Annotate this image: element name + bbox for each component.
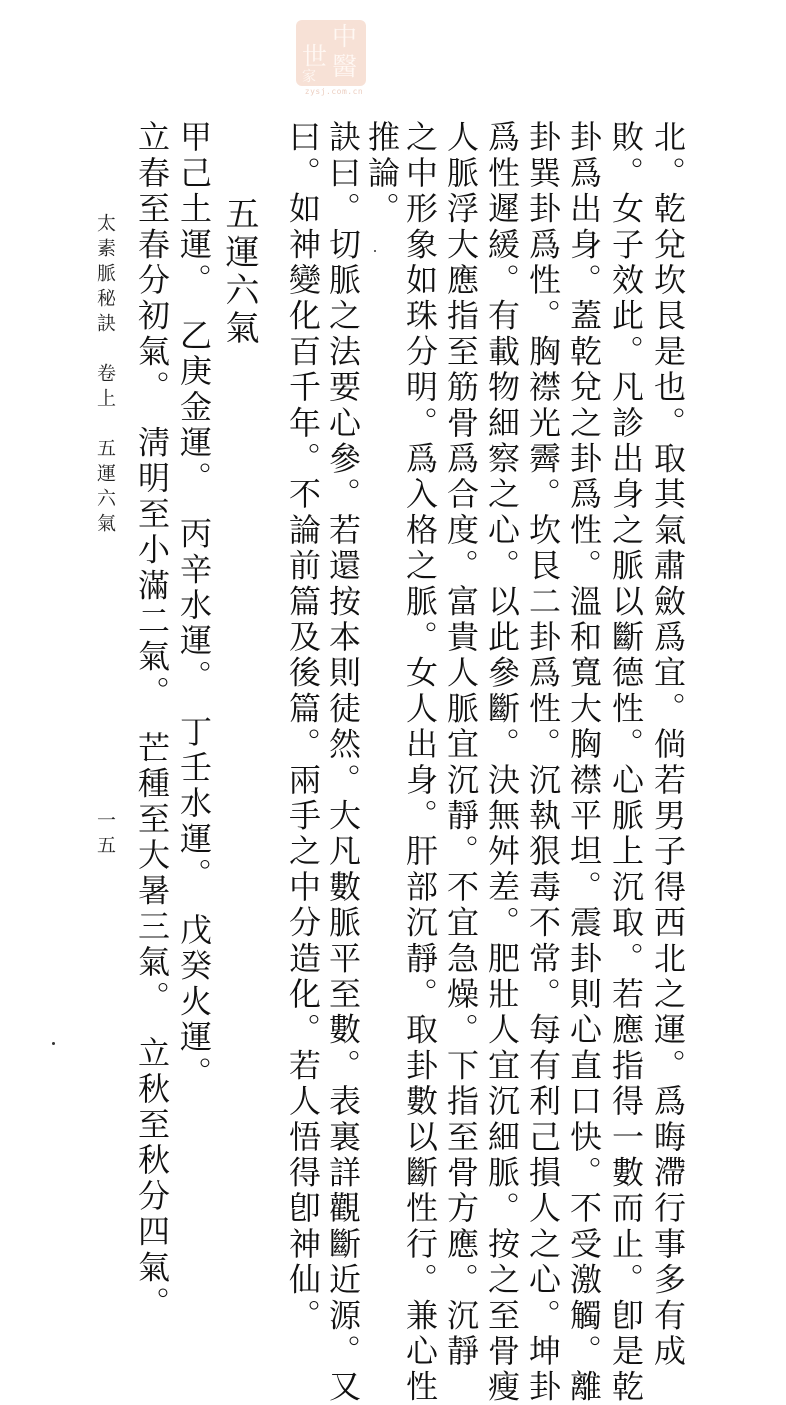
text-column: 敗。女子效此。凡診出身之脈以斷德性。心脈上沉取。若應指得一數而止。卽是乾 [607,120,645,1405]
page-number: 一五 [94,810,116,860]
text-column: 之中形象如珠分明。爲入格之脈。女人出身。肝部沉靜。取卦數以斷性行。兼心性 [401,120,439,1405]
text-column: 推論。 [363,120,401,228]
text-column: 卦巽卦爲性。胸襟光霽。坎艮二卦爲性。沉執狠毒不常。每有利己損人之心。坤卦 [524,120,562,1405]
watermark-seal [296,20,366,86]
text-column: 人脈浮大應指至筋骨爲合度。富貴人脈宜沉靜。不宜急燥。下指至骨方應。沉靜 [442,120,480,1370]
watermark-char: 世 [302,42,328,71]
watermark-domain: zysj.com.cn [304,87,364,96]
text-column: 甲己土運。 乙庚金運。 丙辛水運。 丁壬水運。 戊癸火運。 [175,120,213,1092]
text-column: 訣曰。切脈之法要心參。若還按本則徒然。大凡數脈平至數。表裏詳觀斷近源。又 [324,120,362,1405]
text-column: 卦爲出身。蓋乾兌之卦爲性。溫和寬大胸襟平坦。震卦則心直口快。不受激觸。離 [565,120,603,1405]
section-heading: 五運六氣 [219,120,259,348]
scan-speck [374,250,376,252]
text-column: 北。乾兌坎艮是也。取其氣肅斂爲宜。倘若男子得西北之運。爲晦滯行事多有成 [649,120,687,1370]
watermark-char: 醫 [332,52,358,81]
watermark-char: 中 [332,22,358,51]
text-column: 曰。如神變化百千年。不論前篇及後篇。兩手之中分造化。若人悟得卽神仙。 [284,120,322,1334]
text-column: 爲性遲緩。有載物細察之心。以此參斷。決無舛差。肥壯人宜沉細脈。按之至骨瘦 [483,120,521,1405]
scan-speck [52,1042,55,1045]
text-column: 立春至春分初氣。 淸明至小滿二氣。 芒種至大暑三氣。 立秋至秋分四氣。 [133,120,171,1322]
watermark-char: 家 [302,69,316,85]
running-head: 太素脈秘訣 卷上 五運六氣 [94,213,116,538]
